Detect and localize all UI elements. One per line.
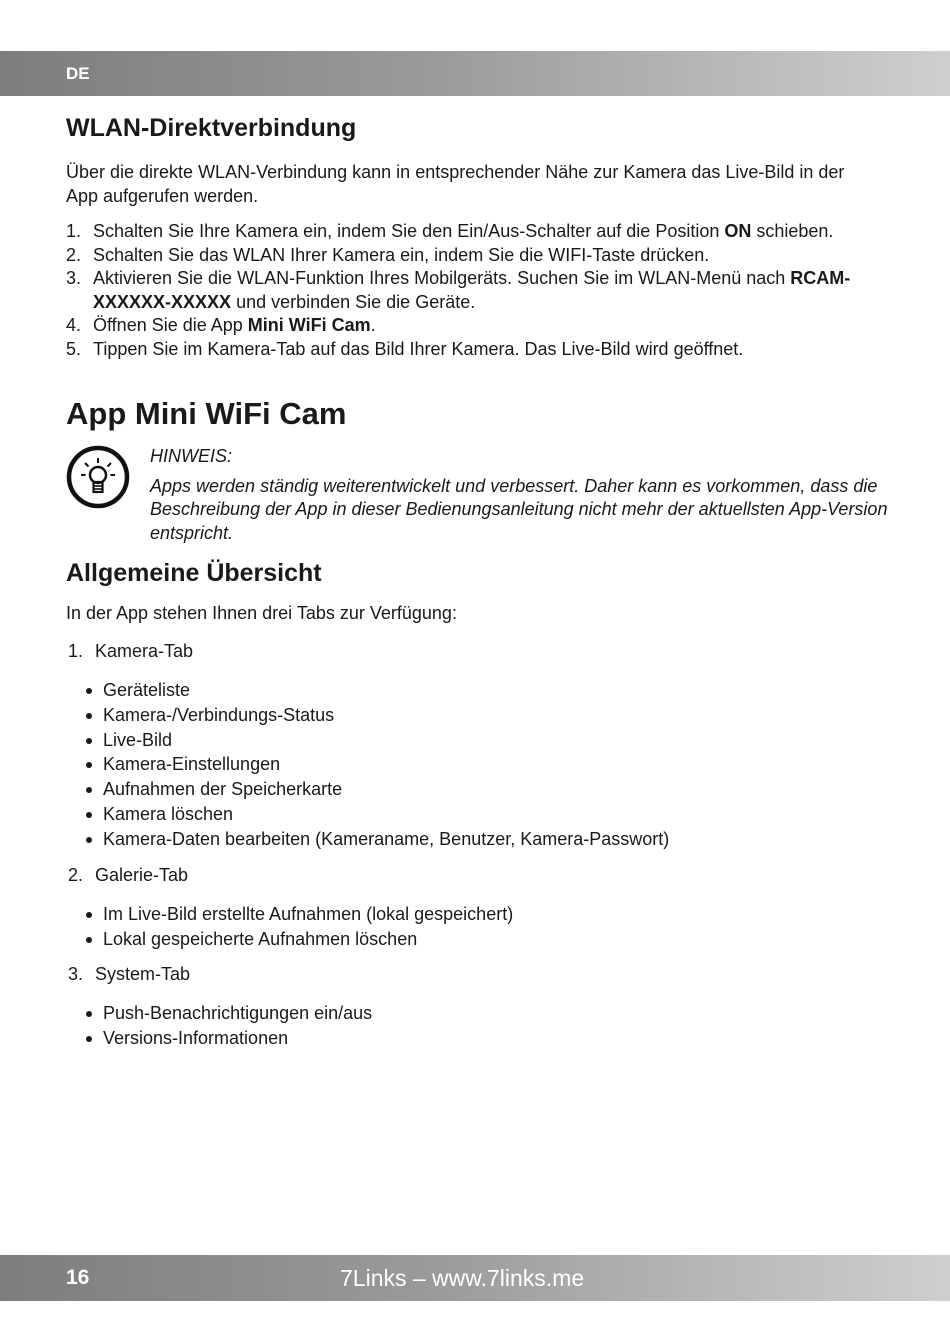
step-bold-text: Mini WiFi Cam — [247, 315, 371, 335]
tab-heading-kamera — [68, 641, 193, 662]
section-title-overview: Allgemeine Übersicht — [66, 559, 322, 587]
list-item — [66, 220, 856, 244]
list-item: Live-Bild — [103, 728, 669, 753]
note-box — [150, 445, 910, 545]
step-bold-text: RCAM-XXXXXX-XXXXX — [93, 268, 851, 312]
tab-heading-galerie — [68, 865, 188, 886]
step-number: 2. — [66, 244, 82, 265]
galerie-tab-list — [103, 902, 513, 952]
footer-brand: 7Links – www.7links.me — [340, 1265, 585, 1291]
step-number: 1. — [66, 221, 82, 241]
tab-number: 3. — [68, 964, 84, 984]
overview-intro: In der App stehen Ihnen drei Tabs zur Verfügung: — [66, 603, 457, 623]
tab-label: Kamera-Tab — [95, 641, 194, 661]
footer-band — [0, 1255, 950, 1301]
list-item: Kamera-Daten bearbeiten (Kameraname, Benutzer, Kamera-Passwort) — [103, 827, 669, 852]
list-item — [66, 267, 856, 314]
list-item: Versions-Informationen — [103, 1026, 372, 1051]
tab-heading-system — [68, 964, 190, 985]
step-text: und verbinden Sie die Geräte. — [231, 291, 476, 312]
step-bold-text: ON — [724, 221, 752, 241]
list-item: Im Live-Bild erstellte Aufnahmen (lokal gespeichert) — [103, 902, 513, 927]
page-number: 16 — [66, 1266, 90, 1289]
step-text: Schalten Sie Ihre Kamera ein, indem Sie den Ein/Aus-Schalter auf die Position — [93, 221, 725, 241]
list-item: Push-Benachrichtigungen ein/aus — [103, 1001, 372, 1026]
list-item — [66, 338, 856, 362]
section-title-wlan: WLAN-Direktverbindung — [66, 114, 357, 142]
lightbulb-icon — [66, 445, 130, 509]
tab-label: Galerie-Tab — [95, 865, 189, 885]
header-band — [0, 51, 950, 96]
step-text: schieben. — [751, 221, 834, 241]
list-item: Kamera löschen — [103, 802, 669, 827]
language-label: DE — [66, 64, 90, 83]
tab-number: 1. — [68, 641, 84, 661]
tab-label: System-Tab — [95, 964, 191, 984]
list-item: Lokal gespeicherte Aufnahmen löschen — [103, 927, 513, 952]
step-text: Öffnen Sie die App — [93, 315, 248, 335]
kamera-tab-list — [103, 678, 669, 852]
step-number: 4. — [66, 315, 82, 335]
step-text: Schalten Sie das WLAN Ihrer Kamera ein, indem Sie die WIFI-Taste drücken. — [93, 244, 710, 265]
note-text: Apps werden ständig weiterentwickelt und verbessert. Daher kann es vorkommen, dass die Beschreibung der App in dieser Bedienungsanleitung nicht mehr der aktuellsten App-Version entspricht. — [150, 475, 888, 543]
step-number: 3. — [66, 268, 82, 288]
step-text: . — [370, 315, 376, 335]
system-tab-list — [103, 1001, 372, 1051]
list-item — [66, 244, 856, 268]
list-item: Kamera-Einstellungen — [103, 752, 669, 777]
note-label: HINWEIS: — [150, 446, 233, 466]
list-item: Geräteliste — [103, 678, 669, 703]
list-item — [66, 314, 856, 338]
wlan-intro: Über die direkte WLAN-Verbindung kann in entsprechender Nähe zur Kamera das Live-Bild in der App aufgerufen werden. — [66, 162, 845, 206]
step-text: Tippen Sie im Kamera-Tab auf das Bild Ihrer Kamera. Das Live-Bild wird geöffnet. — [93, 338, 744, 359]
step-text: Aktivieren Sie die WLAN-Funktion Ihres Mobilgeräts. Suchen Sie im WLAN-Menü nach — [93, 268, 791, 288]
wlan-steps-list — [66, 220, 856, 361]
section-title-app: App Mini WiFi Cam — [66, 396, 347, 431]
step-number: 5. — [66, 338, 82, 359]
list-item: Kamera-/Verbindungs-Status — [103, 703, 669, 728]
list-item: Aufnahmen der Speicherkarte — [103, 777, 669, 802]
tab-number: 2. — [68, 865, 84, 885]
